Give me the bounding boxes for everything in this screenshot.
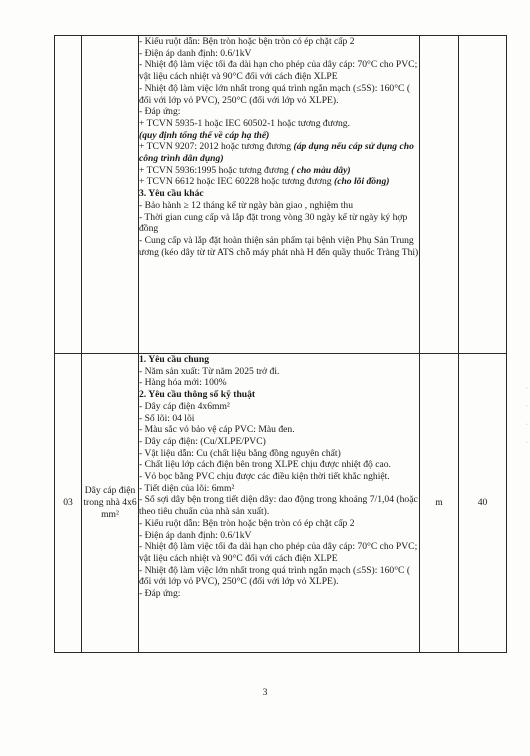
qty-cell [459,36,507,354]
req-line: - Nhiệt độ làm việc tối đa dài hạn cho phép của dây cáp: 70°C cho PVC; vật liệu cách nhiệt và 90°C đối với cách điện XLPE [139,59,418,83]
req-line: - Hàng hóa mới: 100% [139,377,227,389]
unit-cell [420,36,459,354]
req-line: - Nhiệt độ làm việc tối đa dài hạn cho phép của dây cáp: 70°C cho PVC; vật liệu cách nhiệt và 90°C đối với cách điện XLPE [139,541,418,564]
req-line: - Điện áp danh định: 0.6/1kV [139,47,252,59]
req-note: (quy định tổng thể về cáp hạ thế) [139,129,270,141]
req-line: - Kiểu ruột dẫn: Bện tròn hoặc bện tròn có ép chặt cấp 2 [139,517,355,529]
unit-cell: m [420,354,459,653]
section-heading: 1. Yêu cầu chung [139,354,210,365]
section-heading: 3. Yêu cầu khác [139,188,204,200]
qty-cell: 40 [459,354,507,653]
req-line: - Số lõi: 04 lõi [139,412,195,424]
req-line: - Bảo hành ≥ 12 tháng kể từ ngày bàn giao , nghiệm thu [139,199,354,211]
req-line: - Thời gian cung cấp và lắp đặt trong vòng 30 ngày kể từ ngày ký hợp đồng [139,211,408,235]
req-line: - Đáp ứng: [139,588,181,600]
requirements-cell [139,354,420,653]
req-line: + TCVN 5936:1995 hoặc tương đương [139,164,289,176]
req-line: - Kiểu ruột dẫn: Bện tròn hoặc bện tròn có ép chặt cấp 2 [139,36,355,47]
req-line: - Chất liệu lớp cách điện bên trong XLPE chịu được nhiệt độ cao. [139,459,391,471]
req-line: - Dây cáp điện 4x6mm² [139,400,230,412]
margin-marks: · · · · [526,386,528,446]
item-name-cell [82,36,139,354]
req-note: (áp dụng nếu cáp sử dụng cho công trình dân dụng) [139,141,414,165]
spec-table [54,35,507,653]
requirements-cell [139,36,420,354]
req-line: - Cung cấp và lắp đặt hoàn thiện sản phẩm tại bệnh viện Phụ Sản Trung ương (kéo dây từ từ ATS chỗ máy phát nhà H đến quầy thuốc Tràng Thi) [139,234,419,258]
stt-cell: 03 [55,354,82,653]
req-line: - Vỏ bọc bằng PVC chịu được các điều kiện thời tiết khắc nghiệt. [139,471,390,483]
req-line: - Nhiệt độ làm việc lớn nhất trong quá trình ngắn mạch (≤5S): 160°C ( đối với lớp vỏ PVC), 250°C (đối với lớp vỏ XLPE). [139,82,411,106]
req-line: + TCVN 5935-1 hoặc IEC 60502-1 hoặc tương đương. [139,117,350,129]
table-row [55,354,507,653]
req-line: - Dây cáp điện: (Cu/XLPE/PVC) [139,435,266,447]
section-heading: 2. Yêu cầu thông số kỹ thuật [139,389,256,401]
req-line: - Màu sắc vỏ bảo vệ cáp PVC: Màu đen. [139,424,295,436]
req-line: - Đáp ứng: [139,106,181,118]
req-line: - Tiết diện của lõi: 6mm² [139,482,235,494]
req-line: + TCVN 6612 hoặc IEC 60228 hoặc tương đương [139,176,332,188]
req-note: ( cho màu dây) [291,164,351,176]
page-number: 3 [262,687,268,698]
stt-cell [55,36,82,354]
req-line: - Điện áp danh định: 0.6/1kV [139,529,252,541]
req-note: (cho lõi đồng) [334,176,390,188]
item-name-cell: Dây cáp điện trong nhà 4x6 mm² [82,354,139,653]
req-line: - Nhiệt độ làm việc lớn nhất trong quá trình ngắn mạch (≤5S): 160°C ( đối với lớp vỏ PVC), 250°C (đối với lớp vỏ XLPE). [139,564,411,588]
req-line: + TCVN 9207: 2012 hoặc tương đương [139,141,292,153]
req-line: - Số sợi dây bện trong tiết diện dây: dao động trong khoảng 7/1,04 (hoặc theo tiêu chuẩn của nhà sản xuất). [139,494,418,518]
req-line: - Năm sản xuất: Từ năm 2025 trở đi. [139,365,280,377]
req-line: - Vật liệu dẫn: Cu (chất liệu bằng đồng nguyên chất) [139,447,341,459]
table-row [55,36,507,354]
